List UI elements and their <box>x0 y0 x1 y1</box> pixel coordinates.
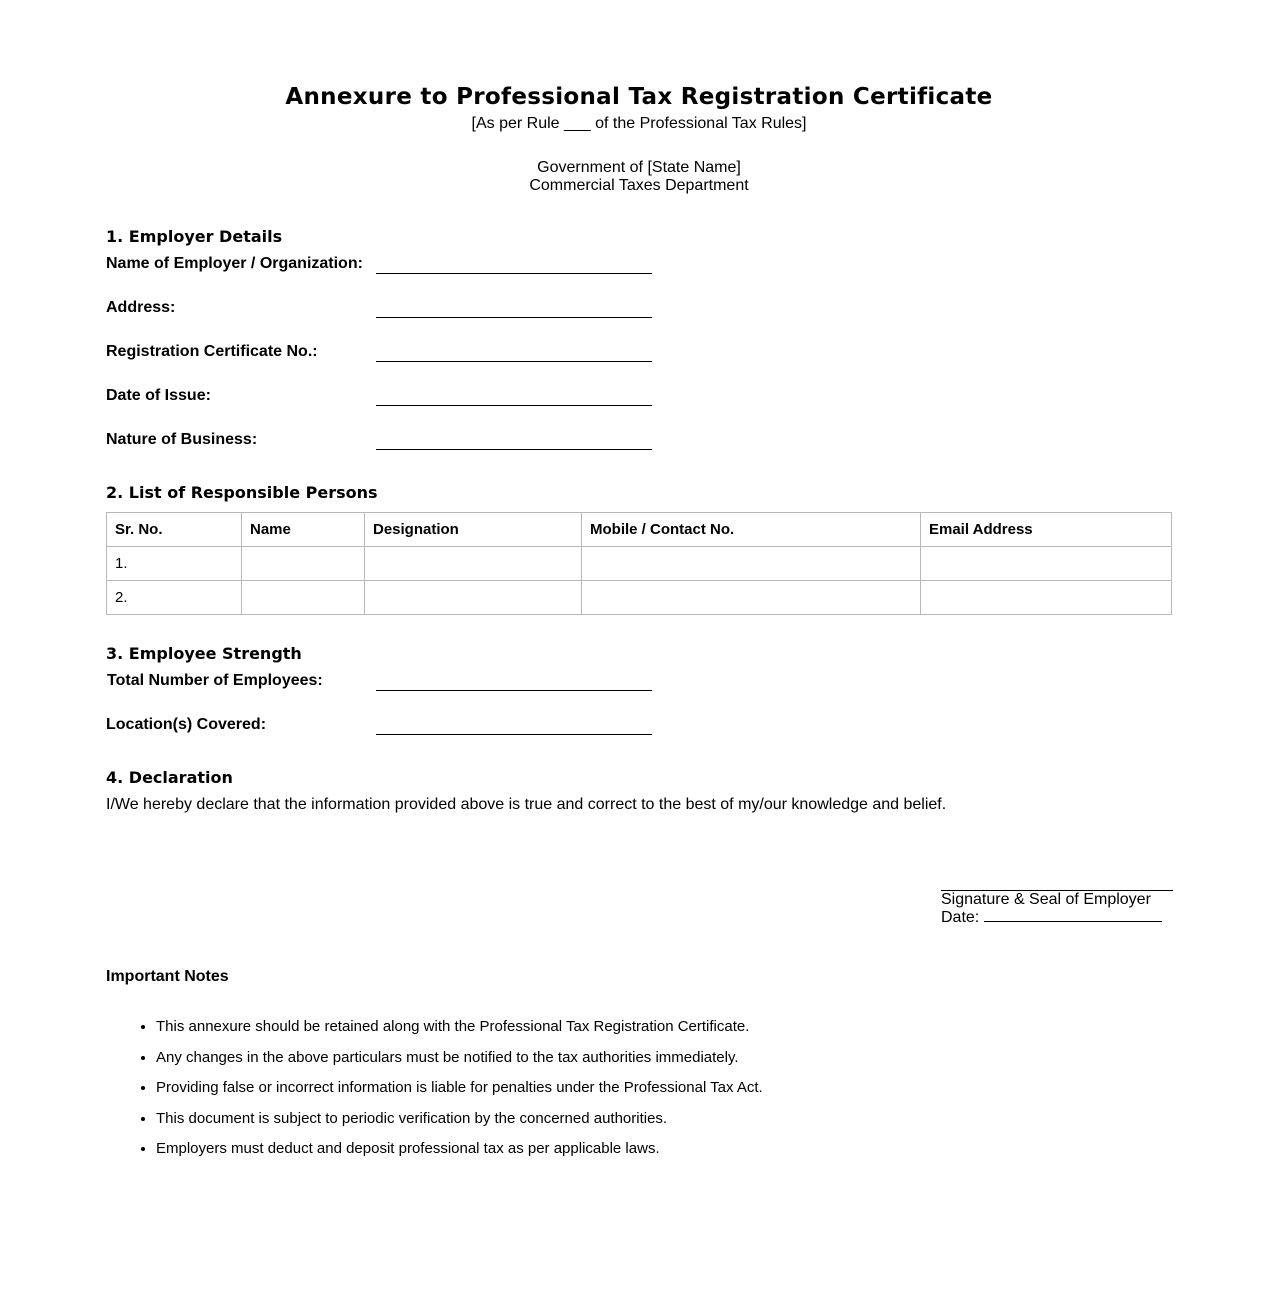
column-header-mobile: Mobile / Contact No. <box>582 513 921 547</box>
cell-sr-no: 2. <box>107 581 242 615</box>
list-item: • Providing false or incorrect information is liable for penalties under the Professional Tax Act. <box>156 1073 763 1104</box>
document-subtitle: [As per Rule ___ of the Professional Tax Rules] <box>471 115 807 132</box>
column-header-email: Email Address <box>921 513 1172 547</box>
declaration-text: I/We hereby declare that the information provided above is true and correct to the best of my/our knowledge and belief. <box>106 796 947 813</box>
table-row <box>107 581 1172 615</box>
nature-of-business-label: Nature of Business: <box>106 431 258 448</box>
important-notes-list <box>106 1012 763 1165</box>
address-blank[interactable] <box>376 317 652 318</box>
date-of-issue-label: Date of Issue: <box>106 387 211 404</box>
list-item: • This annexure should be retained along with the Professional Tax Registration Certificate. <box>156 1012 763 1043</box>
signature-date-label: Date: <box>941 909 980 926</box>
responsible-persons-table <box>106 512 1172 615</box>
issuing-authority <box>106 159 1172 195</box>
government-name: Government of [State Name] <box>537 159 741 176</box>
locations-covered-blank[interactable] <box>376 734 652 735</box>
section-declaration-heading: 4. Declaration <box>106 768 233 787</box>
column-header-sr-no: Sr. No. <box>107 513 242 547</box>
cell-email[interactable] <box>921 581 1172 615</box>
important-notes-heading: Important Notes <box>106 968 229 985</box>
column-header-designation: Designation <box>365 513 582 547</box>
signature-label: Signature & Seal of Employer <box>941 891 1151 908</box>
section-employee-strength-heading: 3. Employee Strength <box>106 644 302 663</box>
date-of-issue-field <box>106 387 666 411</box>
employer-name-label: Name of Employer / Organization: <box>106 255 363 272</box>
column-header-name: Name <box>242 513 365 547</box>
registration-certificate-blank[interactable] <box>376 361 652 362</box>
cell-mobile[interactable] <box>582 547 921 581</box>
employer-name-blank[interactable] <box>376 273 652 274</box>
cell-sr-no: 1. <box>107 547 242 581</box>
signature-date-blank[interactable] <box>984 909 1162 922</box>
signature-date-row <box>941 909 1173 927</box>
nature-of-business-field <box>106 431 666 455</box>
total-employees-blank[interactable] <box>376 690 652 691</box>
section-responsible-persons-heading: 2. List of Responsible Persons <box>106 483 378 502</box>
cell-name[interactable] <box>242 581 365 615</box>
address-label: Address: <box>106 299 176 316</box>
address-field <box>106 299 666 323</box>
list-item: • Employers must deduct and deposit professional tax as per applicable laws. <box>156 1134 763 1165</box>
cell-designation[interactable] <box>365 581 582 615</box>
cell-mobile[interactable] <box>582 581 921 615</box>
cell-email[interactable] <box>921 547 1172 581</box>
total-employees-field <box>106 672 666 696</box>
signature-line[interactable] <box>941 872 1173 891</box>
table-row <box>107 547 1172 581</box>
total-employees-label: Total Number of Employees: <box>107 672 323 689</box>
date-of-issue-blank[interactable] <box>376 405 652 406</box>
registration-certificate-label: Registration Certificate No.: <box>106 343 318 360</box>
list-item: • Any changes in the above particulars must be notified to the tax authorities immediately. <box>156 1043 763 1074</box>
registration-certificate-field <box>106 343 666 367</box>
nature-of-business-blank[interactable] <box>376 449 652 450</box>
cell-name[interactable] <box>242 547 365 581</box>
table-header-row <box>107 513 1172 547</box>
locations-covered-field <box>106 716 666 740</box>
department-name: Commercial Taxes Department <box>529 177 749 194</box>
document-title: Annexure to Professional Tax Registration Certificate <box>285 84 993 110</box>
signature-block <box>941 872 1173 927</box>
list-item: • This document is subject to periodic verification by the concerned authorities. <box>156 1104 763 1135</box>
locations-covered-label: Location(s) Covered: <box>106 716 267 733</box>
cell-designation[interactable] <box>365 547 582 581</box>
section-employer-details-heading: 1. Employer Details <box>106 227 283 246</box>
employer-name-field <box>106 255 666 279</box>
